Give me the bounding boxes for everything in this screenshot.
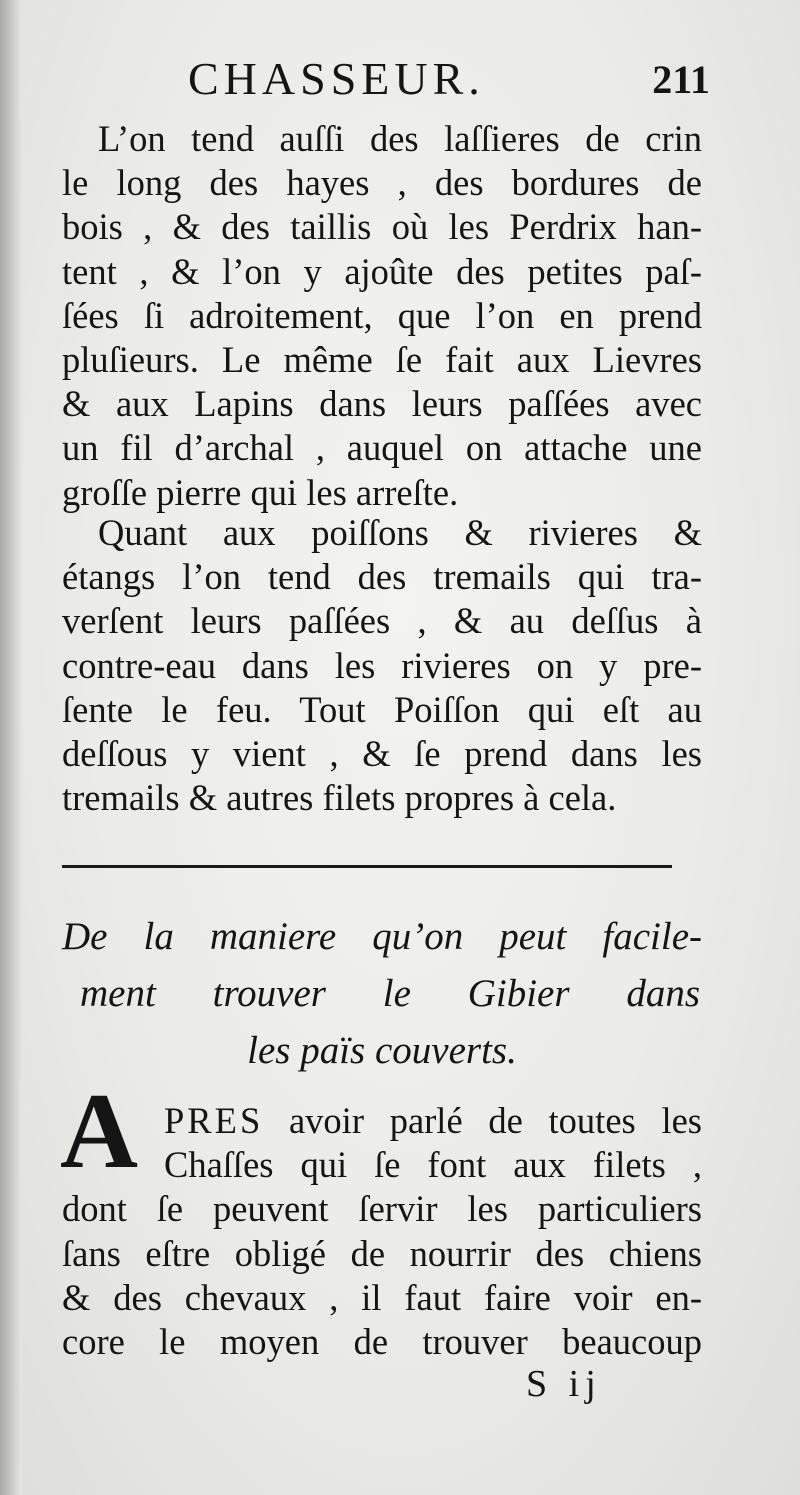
section-divider [62, 865, 672, 868]
running-title: CHASSEUR. [188, 53, 485, 104]
section-title [62, 908, 702, 1079]
text-line: tent , & l’on y ajoûte des petites paſ- [62, 250, 702, 292]
text-line: verſent leurs paſſées , & au deſſus à [62, 600, 702, 642]
text-line: ſente le feu. Tout Poiſſon qui eſt au [62, 688, 702, 730]
paragraph-3 [62, 1099, 702, 1364]
page-header [60, 52, 710, 106]
text-line: deſſous y vient , & ſe prend dans les [62, 732, 702, 774]
text-line: ſées ſi adroitement, que l’on en prend [62, 294, 702, 336]
signature-mark: S ij [526, 1363, 602, 1405]
text-line: & aux Lapins dans leurs paſſées avec [62, 383, 702, 425]
text-line: Chaſſes qui ſe font aux filets , [164, 1144, 702, 1186]
page-number: 211 [652, 57, 710, 102]
paragraph-1 [62, 117, 702, 515]
text-line: pluſieurs. Le même ſe fait aux Lievres [62, 338, 702, 380]
text-line: ſans eſtre obligé de nourrir des chiens [62, 1232, 702, 1274]
text-line: bois , & des taillis où les Perdrix han- [62, 206, 702, 248]
text-line: L’on tend auſſi des laſſieres de crin [98, 118, 702, 159]
binding-shadow [0, 0, 22, 1495]
section-title-line: De la maniere qu’on peut facile- [62, 915, 702, 958]
text-line: le long des hayes , des bordures de [62, 162, 702, 204]
text-line: un fil d’archal , auquel on attache une [62, 427, 702, 469]
first-word-small-caps: PRES [164, 1100, 264, 1141]
drop-cap: A [60, 1072, 138, 1191]
text-line: étangs l’on tend des tremails qui tra- [62, 556, 702, 598]
section-title-line: les païs couverts. [247, 1029, 517, 1072]
text-line: groſſe pierre qui les arreſte. [62, 471, 459, 513]
first-line-text: avoir parlé de toutes les [288, 1100, 702, 1141]
text-line: contre-eau dans les rivieres on y pre- [62, 644, 702, 686]
text-line: Quant aux poiſſons & rivieres & [98, 512, 702, 553]
paragraph-2 [62, 511, 702, 820]
text-line: core le moyen de trouver beaucoup [62, 1320, 702, 1362]
section-title-line: ment trouver le Gibier dans [80, 972, 700, 1015]
text-line: dont ſe peuvent ſervir les particuliers [62, 1188, 702, 1230]
text-line: & des chevaux , il faut faire voir en- [62, 1276, 702, 1318]
text-line: tremails & autres filets propres à cela. [62, 777, 617, 819]
text-line [62, 1099, 702, 1143]
